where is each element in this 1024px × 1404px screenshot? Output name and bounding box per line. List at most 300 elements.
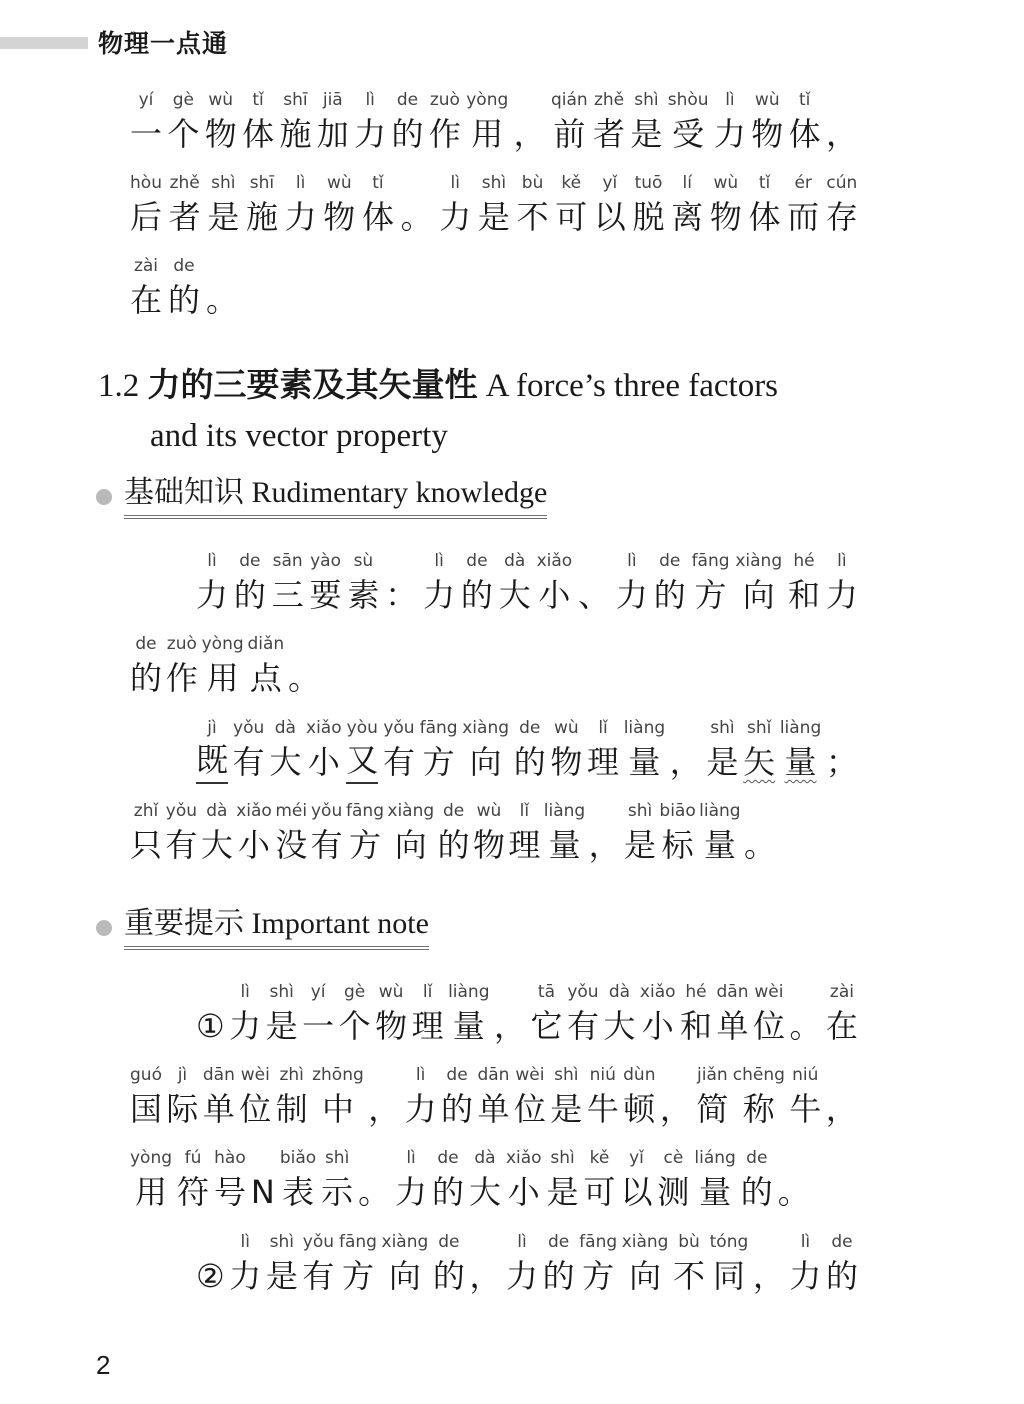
- hanzi: 。: [358, 1173, 391, 1211]
- hanzi: 是: [265, 1007, 298, 1045]
- header-decor-bar: [0, 37, 88, 49]
- pinyin: yǒu: [302, 1232, 335, 1252]
- pinyin: xiàng: [387, 801, 435, 821]
- pinyin: dān: [477, 1065, 510, 1085]
- char-cell: [508, 799, 540, 867]
- char-cell: [234, 549, 266, 617]
- hanzi: ，: [513, 115, 546, 153]
- pinyin: tǐ: [758, 173, 771, 193]
- hanzi: 测: [657, 1173, 690, 1211]
- hanzi: 理: [587, 743, 620, 781]
- char-cell: [789, 1230, 821, 1298]
- pinyin: zhě: [593, 90, 625, 110]
- char-cell: [196, 1230, 225, 1298]
- hanzi: 力: [713, 115, 746, 153]
- pinyin: yòng: [201, 634, 244, 654]
- hanzi: 物: [375, 1007, 408, 1045]
- hanzi: 的: [130, 659, 163, 697]
- char-cell: [306, 716, 342, 784]
- pinyin: qián: [550, 90, 588, 110]
- pinyin: lì: [406, 1148, 416, 1168]
- hanzi: 是: [207, 198, 240, 236]
- hanzi: 小: [238, 826, 271, 864]
- hanzi: 一: [130, 115, 163, 153]
- hanzi: 物: [550, 743, 583, 781]
- char-cell: [633, 171, 665, 239]
- char-cell: [594, 171, 626, 239]
- subsection-label: [124, 905, 429, 950]
- pinyin: de: [239, 551, 261, 571]
- pinyin: diǎn: [247, 634, 285, 654]
- hanzi: 的: [437, 826, 470, 864]
- char-cell: [547, 1146, 579, 1214]
- pinyin: wèi: [754, 982, 784, 1002]
- char-cell: [239, 1063, 271, 1131]
- hanzi: 制: [275, 1090, 308, 1128]
- hanzi: 称: [742, 1090, 775, 1128]
- char-cell: [640, 980, 676, 1048]
- char-cell: [347, 549, 379, 617]
- hanzi: 物: [323, 198, 356, 236]
- hanzi: 以: [620, 1173, 653, 1211]
- pinyin: shì: [269, 982, 294, 1002]
- pinyin: wù: [476, 801, 502, 821]
- char-cell: [236, 799, 272, 867]
- hanzi: N: [250, 1173, 275, 1211]
- hanzi: 作: [428, 115, 461, 153]
- hanzi: 量: [548, 826, 581, 864]
- pinyin: zuò: [166, 634, 197, 654]
- pinyin: yǒu: [165, 801, 198, 821]
- pinyin: shǐ: [746, 718, 772, 738]
- char-cell: [587, 1063, 619, 1131]
- char-cell: [130, 632, 162, 700]
- pinyin: liàng: [543, 801, 586, 821]
- pinyin: xiǎo: [536, 551, 573, 571]
- hanzi: 。: [789, 1007, 822, 1045]
- hanzi: 的: [168, 281, 201, 319]
- char-cell: [288, 632, 320, 700]
- hanzi: 方: [349, 826, 382, 864]
- hanzi: 量: [452, 1007, 485, 1045]
- subsection-label: [124, 474, 547, 519]
- section-title-zh: 力的三要素及其矢量性: [147, 365, 478, 404]
- hanzi: 体: [242, 115, 275, 153]
- char-cell: [716, 980, 748, 1048]
- hanzi: 力: [789, 1257, 822, 1295]
- hanzi: 符: [176, 1173, 209, 1211]
- pinyin: shì: [550, 1148, 575, 1168]
- pinyin: bù: [521, 173, 544, 193]
- char-cell: [710, 1230, 749, 1298]
- char-cell: [544, 799, 585, 867]
- hanzi: 表: [281, 1173, 314, 1211]
- hanzi: 可: [583, 1173, 616, 1211]
- char-cell: [543, 1230, 575, 1298]
- pinyin: xiàng: [381, 1232, 429, 1252]
- hanzi: 是: [624, 826, 657, 864]
- pinyin: zhì: [279, 1065, 304, 1085]
- pinyin: fāng: [346, 801, 384, 821]
- char-cell: [432, 1146, 464, 1214]
- hanzi: 单: [202, 1090, 235, 1128]
- pinyin: xiǎo: [505, 1148, 542, 1168]
- pinyin: hòu: [130, 173, 162, 193]
- char-cell: [469, 1230, 501, 1298]
- char-cell: [165, 799, 197, 867]
- char-cell: [826, 1230, 858, 1298]
- hanzi: 力: [506, 1257, 539, 1295]
- hanzi: 力: [229, 1007, 262, 1045]
- pinyin: shī: [249, 173, 275, 193]
- pinyin: zài: [829, 982, 854, 1002]
- hanzi: 没: [275, 826, 308, 864]
- hanzi: 既: [196, 740, 228, 784]
- pinyin: de: [746, 1148, 768, 1168]
- char-cell: [517, 171, 549, 239]
- char-cell: [778, 1146, 810, 1214]
- char-cell: [789, 1063, 821, 1131]
- hanzi: 大: [269, 743, 302, 781]
- hanzi: ，: [368, 1090, 401, 1128]
- hanzi: 的: [432, 1257, 465, 1295]
- pinyin: zuò: [429, 90, 460, 110]
- hanzi: 方: [694, 576, 727, 614]
- hanzi: 方: [341, 1257, 374, 1295]
- char-cell: [461, 549, 493, 617]
- hanzi: 国: [130, 1090, 163, 1128]
- pinyin: de: [831, 1232, 853, 1252]
- char-cell: [826, 980, 858, 1048]
- hanzi: ，: [659, 1090, 692, 1128]
- char-cell: [710, 171, 742, 239]
- char-cell: [699, 799, 740, 867]
- char-cell: [751, 88, 783, 156]
- hanzi: 是: [546, 1173, 579, 1211]
- pinyin: xiǎo: [236, 801, 272, 821]
- hanzi: 小: [307, 743, 340, 781]
- hanzi: 。: [206, 281, 239, 319]
- pinyin: dà: [504, 551, 526, 571]
- char-cell: [659, 799, 695, 867]
- hanzi: 作: [165, 659, 198, 697]
- page-number: 2: [96, 1350, 111, 1380]
- hanzi: ，: [669, 743, 702, 781]
- pinyin: lǐ: [598, 718, 608, 738]
- pinyin: tā: [537, 982, 555, 1002]
- hanzi: 是: [265, 1257, 298, 1295]
- pinyin: liáng: [694, 1148, 736, 1168]
- hanzi: 物: [709, 198, 742, 236]
- pinyin: yí: [138, 90, 154, 110]
- pinyin: gè: [172, 90, 194, 110]
- hanzi: 顿: [623, 1090, 656, 1128]
- pinyin: de: [659, 551, 681, 571]
- hanzi: 力: [354, 115, 387, 153]
- hanzi: 的: [825, 1257, 858, 1295]
- char-cell: [196, 980, 225, 1048]
- char-cell: [196, 716, 228, 784]
- hanzi: 的: [542, 1257, 575, 1295]
- pinyin: hé: [685, 982, 707, 1002]
- char-cell: [579, 1230, 617, 1298]
- char-cell: [368, 1063, 400, 1131]
- hanzi: 在: [825, 1007, 858, 1045]
- char-cell: [130, 254, 162, 322]
- pinyin: méi: [275, 801, 308, 821]
- char-cell: [203, 1063, 235, 1131]
- subsection-label-zh: 重要提示: [124, 906, 244, 941]
- bullet-icon: [96, 489, 112, 505]
- pinyin: shì: [627, 801, 653, 821]
- hanzi: 的: [441, 1090, 474, 1128]
- hanzi: 力: [196, 576, 229, 614]
- char-cell: [205, 88, 237, 156]
- pinyin: jì: [177, 1065, 188, 1085]
- char-cell: [285, 171, 317, 239]
- char-cell: [401, 171, 433, 239]
- char-cell: [312, 1063, 364, 1131]
- pinyin: bù: [678, 1232, 700, 1252]
- pinyin: liàng: [623, 718, 666, 738]
- pinyin: de: [173, 256, 195, 276]
- pinyin: lì: [240, 1232, 250, 1252]
- hanzi: 向: [742, 576, 775, 614]
- char-cell: [826, 549, 858, 617]
- hanzi: 量: [628, 743, 661, 781]
- hanzi: ，: [752, 1257, 785, 1295]
- pinyin: kě: [589, 1148, 610, 1168]
- char-cell: [130, 1063, 162, 1131]
- pinyin: lì: [837, 551, 847, 571]
- hanzi: 体: [748, 198, 781, 236]
- hanzi: ②: [196, 1257, 225, 1295]
- hanzi: 前: [553, 115, 586, 153]
- hanzi: 的: [740, 1173, 773, 1211]
- char-cell: [405, 1063, 437, 1131]
- char-cell: [382, 1230, 429, 1298]
- char-cell: [550, 1063, 582, 1131]
- char-cell: [207, 171, 239, 239]
- hanzi: 是: [550, 1090, 583, 1128]
- pinyin: lì: [207, 551, 217, 571]
- char-cell: [668, 88, 709, 156]
- pinyin: yòu: [346, 718, 378, 738]
- pinyin: shì: [211, 173, 236, 193]
- hanzi: 位: [752, 1007, 785, 1045]
- char-cell: [789, 980, 821, 1048]
- hanzi: 力: [439, 198, 472, 236]
- char-cell: [671, 171, 703, 239]
- hanzi: 者: [593, 115, 626, 153]
- pinyin: liàng: [779, 718, 822, 738]
- hanzi: 力: [229, 1257, 262, 1295]
- pinyin: yǒu: [233, 718, 265, 738]
- char-cell: [694, 1146, 735, 1214]
- hanzi: 脱: [632, 198, 665, 236]
- pinyin: yǐ: [602, 173, 618, 193]
- hanzi: 有: [302, 1257, 335, 1295]
- char-cell: [494, 980, 526, 1048]
- char-cell: [385, 549, 417, 617]
- pinyin: lì: [434, 551, 444, 571]
- char-cell: [550, 716, 582, 784]
- hanzi: 、: [578, 576, 611, 614]
- hanzi: 。: [287, 659, 320, 697]
- char-cell: [714, 88, 746, 156]
- pinyin: xiàng: [462, 718, 510, 738]
- pinyin: cè: [663, 1148, 684, 1168]
- pinyin: lì: [627, 551, 637, 571]
- char-cell: [323, 171, 355, 239]
- pinyin: de: [547, 1232, 570, 1252]
- hanzi: 施: [245, 198, 278, 236]
- pinyin: yǐ: [629, 1148, 644, 1168]
- hanzi: ，: [825, 1090, 858, 1128]
- hanzi: 是: [706, 743, 739, 781]
- char-cell: [280, 1146, 316, 1214]
- hanzi: ①: [196, 1007, 225, 1045]
- char-cell: [753, 980, 785, 1048]
- pinyin: de: [519, 718, 541, 738]
- hanzi: 单: [716, 1007, 749, 1045]
- char-cell: [692, 549, 730, 617]
- char-cell: [354, 88, 386, 156]
- hanzi: 是: [477, 198, 510, 236]
- char-cell: [229, 1230, 261, 1298]
- char-cell: [826, 1063, 858, 1131]
- hanzi: 理: [508, 826, 541, 864]
- hanzi: 方: [582, 1257, 615, 1295]
- char-cell: [429, 88, 461, 156]
- pinyin: lì: [725, 90, 735, 110]
- text-line: [196, 980, 858, 1048]
- pinyin: de: [466, 551, 488, 571]
- hanzi: 的: [460, 576, 493, 614]
- hanzi: 大: [468, 1173, 501, 1211]
- pinyin: de: [442, 801, 465, 821]
- pinyin: liàng: [448, 982, 490, 1002]
- text-line: [130, 254, 238, 322]
- pinyin: wù: [754, 90, 780, 110]
- hanzi: 。: [400, 198, 433, 236]
- char-cell: [346, 716, 378, 784]
- text-line: [196, 1230, 858, 1298]
- char-cell: [266, 980, 298, 1048]
- hanzi: 是: [630, 115, 663, 153]
- pinyin: shī: [283, 90, 308, 110]
- char-cell: [567, 980, 599, 1048]
- char-cell: [506, 1146, 542, 1214]
- pinyin: dà: [474, 1148, 496, 1168]
- pinyin: shì: [481, 173, 507, 193]
- hanzi: 向: [469, 743, 502, 781]
- char-cell: [202, 632, 244, 700]
- char-cell: [826, 88, 858, 156]
- hanzi: 以: [593, 198, 626, 236]
- pinyin: zhě: [169, 173, 200, 193]
- pinyin: shì: [554, 1065, 579, 1085]
- hanzi: 可: [555, 198, 588, 236]
- hanzi: ；: [825, 743, 858, 781]
- char-cell: [789, 88, 821, 156]
- pinyin: lì: [450, 173, 460, 193]
- char-cell: [251, 1146, 275, 1214]
- char-cell: [130, 799, 162, 867]
- hanzi: 物: [204, 115, 237, 153]
- char-cell: [589, 799, 621, 867]
- char-cell: [735, 549, 782, 617]
- pinyin: yòng: [466, 90, 509, 110]
- char-cell: [741, 1146, 773, 1214]
- hanzi: 又: [346, 740, 378, 784]
- pinyin: jiǎn: [697, 1065, 728, 1085]
- char-cell: [247, 632, 284, 700]
- hanzi: 个: [167, 115, 200, 153]
- pinyin: shòu: [667, 90, 709, 110]
- hanzi: 向: [394, 826, 427, 864]
- pinyin: niú: [589, 1065, 616, 1085]
- hanzi: 离: [671, 198, 704, 236]
- char-cell: [310, 549, 342, 617]
- char-cell: [279, 88, 311, 156]
- char-cell: [477, 1063, 509, 1131]
- hanzi: 位: [239, 1090, 272, 1128]
- hanzi: ，: [469, 1257, 502, 1295]
- pinyin: de: [396, 90, 419, 110]
- pinyin: wù: [713, 173, 739, 193]
- char-cell: [787, 171, 819, 239]
- hanzi: 体: [361, 198, 394, 236]
- char-cell: [706, 716, 738, 784]
- char-cell: [622, 1230, 669, 1298]
- pinyin: dà: [274, 718, 296, 738]
- char-cell: [346, 799, 384, 867]
- char-cell: [630, 88, 662, 156]
- char-cell: [670, 716, 702, 784]
- char-cell: [201, 799, 233, 867]
- char-cell: [177, 1146, 209, 1214]
- char-cell: [441, 1063, 473, 1131]
- pinyin: biāo: [659, 801, 696, 821]
- hanzi: 的: [391, 115, 424, 153]
- pinyin: fāng: [579, 1232, 618, 1252]
- hanzi: 有: [165, 826, 198, 864]
- pinyin: yào: [310, 551, 341, 571]
- hanzi: 同: [712, 1257, 745, 1295]
- char-cell: [753, 1230, 785, 1298]
- pinyin: sān: [272, 551, 303, 571]
- pinyin: lì: [415, 1065, 426, 1085]
- text-line: [130, 799, 776, 867]
- char-cell: [654, 549, 686, 617]
- hanzi: 不: [673, 1257, 706, 1295]
- hanzi: 受: [672, 115, 705, 153]
- subsection-label-en: Rudimentary knowledge: [251, 476, 548, 509]
- char-cell: [166, 632, 198, 700]
- pinyin: cún: [826, 173, 858, 193]
- pinyin: wèi: [240, 1065, 270, 1085]
- text-line: [130, 632, 320, 700]
- pinyin: tǐ: [252, 90, 264, 110]
- pinyin: lì: [240, 982, 250, 1002]
- pinyin: fú: [184, 1148, 202, 1168]
- char-cell: [466, 88, 508, 156]
- pinyin: ér: [794, 173, 812, 193]
- pinyin: dān: [716, 982, 749, 1002]
- pinyin: yǒu: [311, 801, 343, 821]
- char-cell: [603, 980, 635, 1048]
